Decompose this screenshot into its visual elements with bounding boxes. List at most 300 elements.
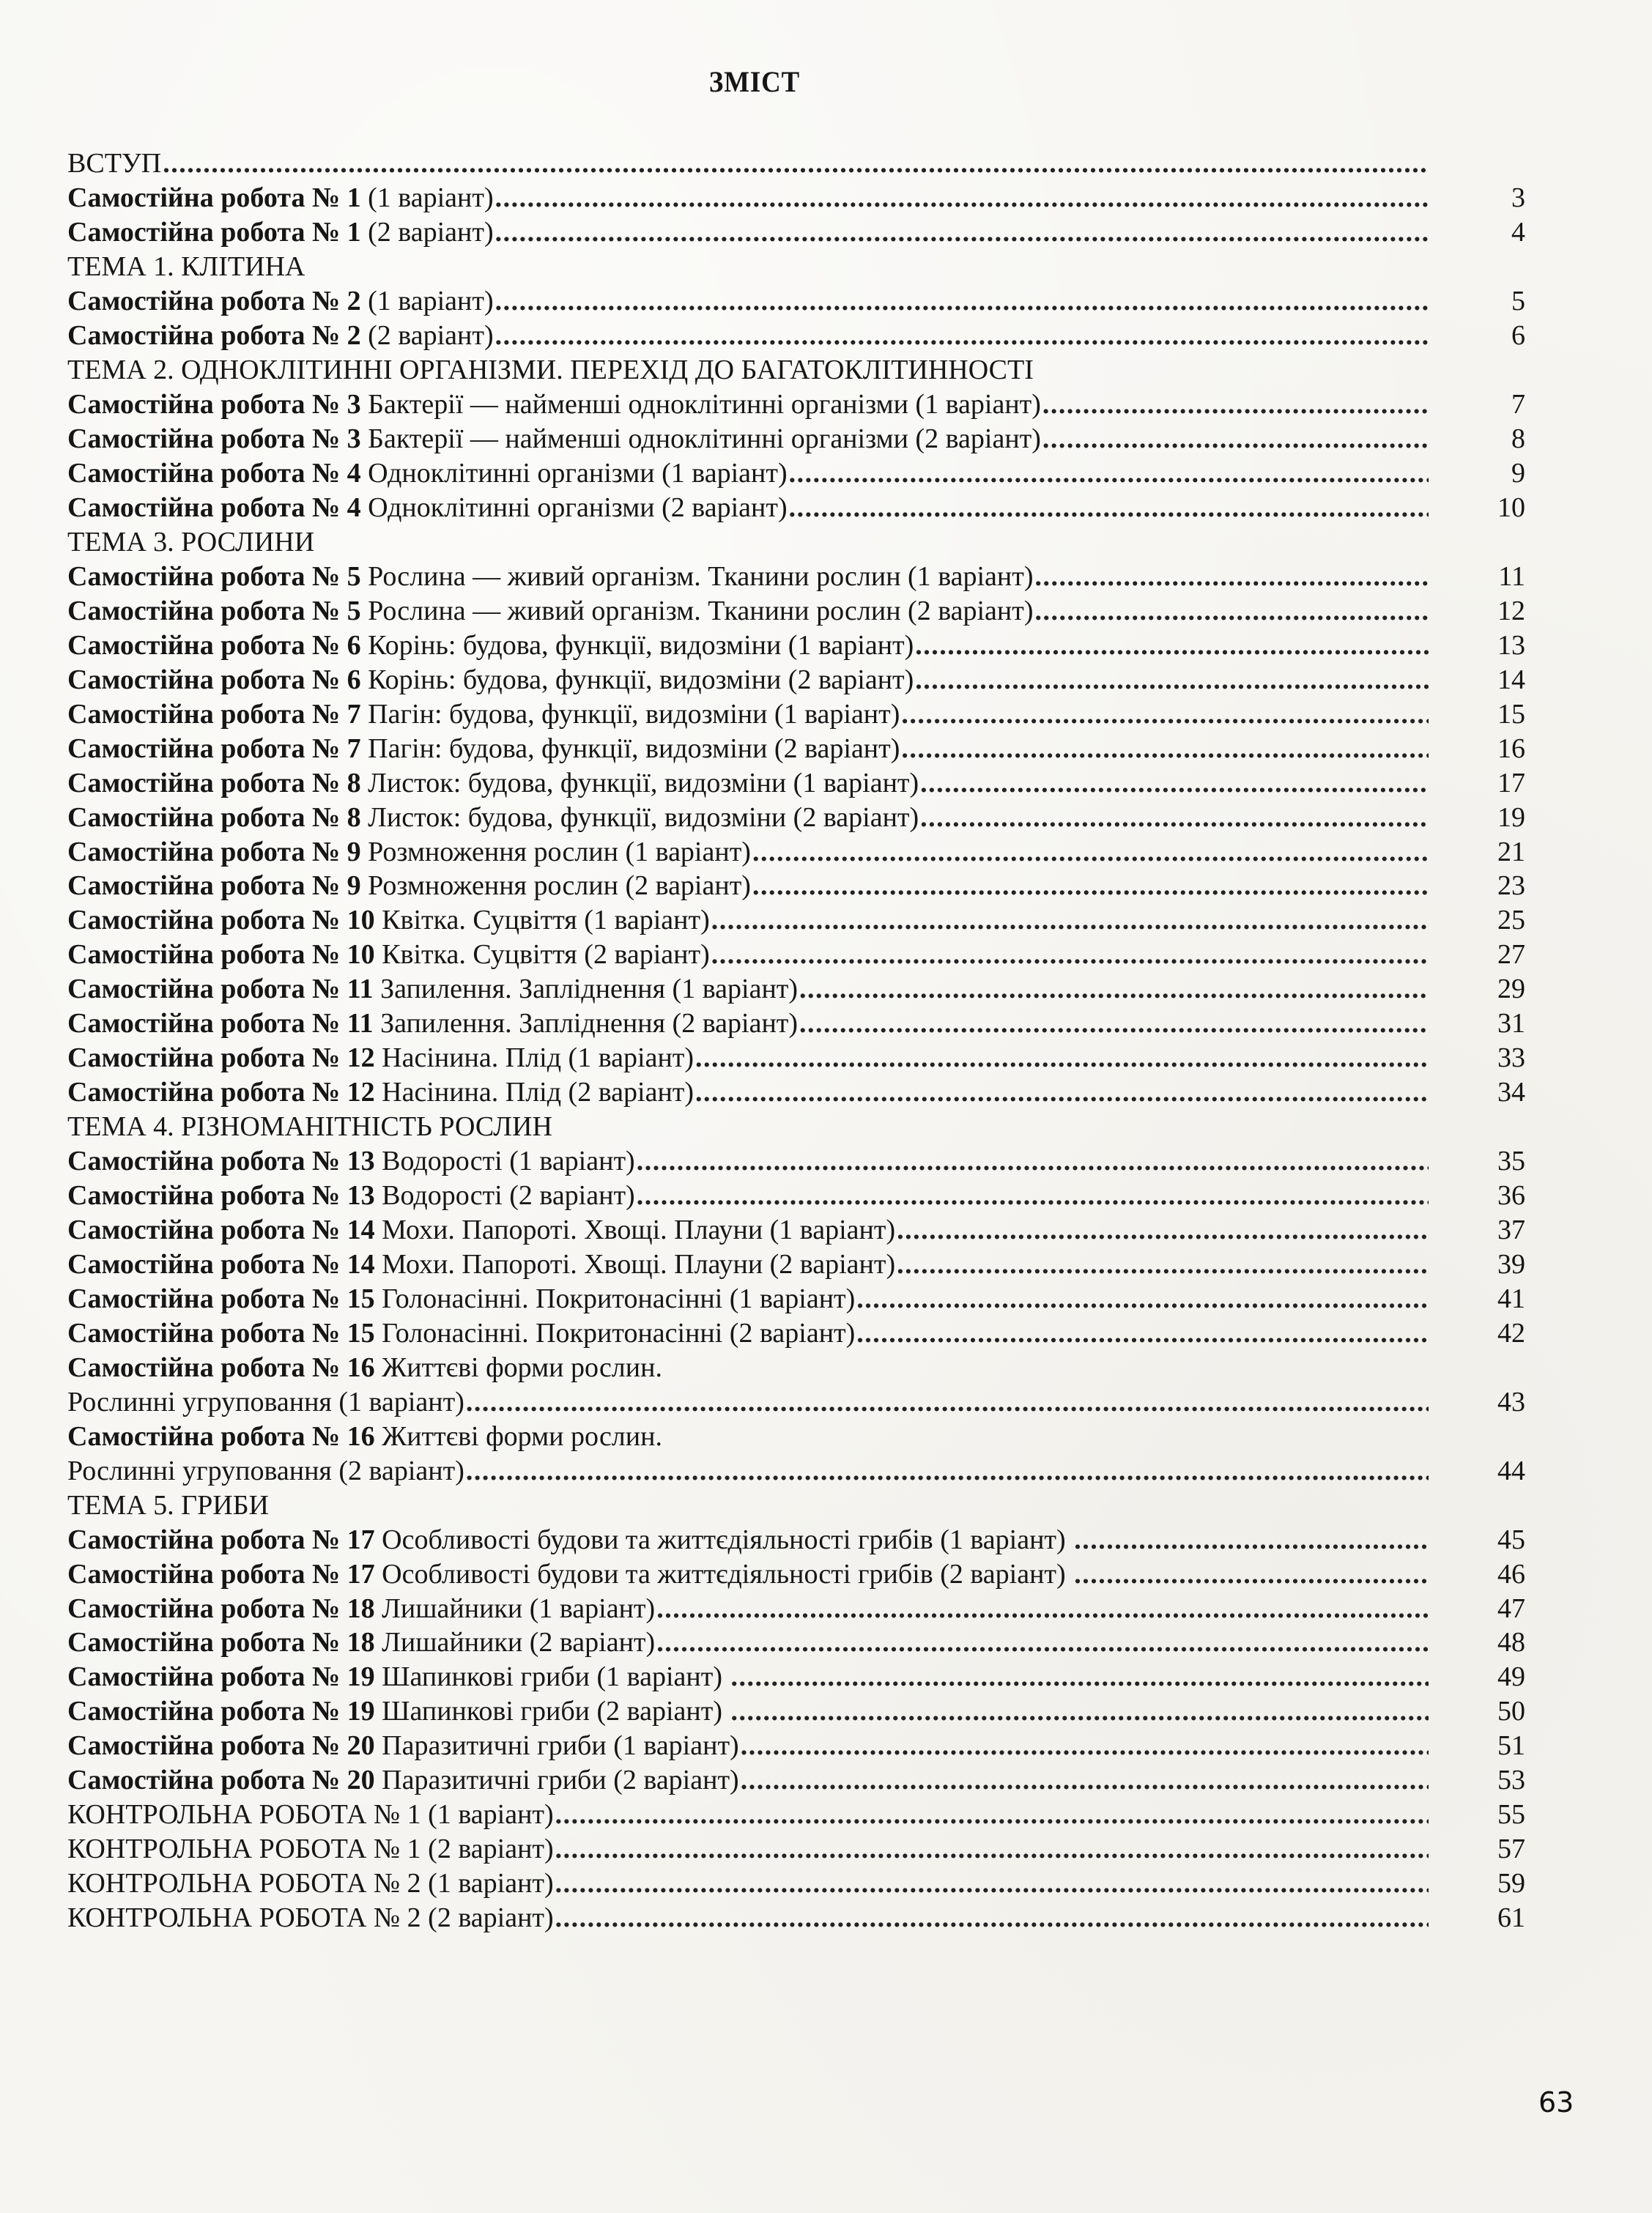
toc-item-label — [67, 1179, 635, 1212]
work-number-label: Самостійна робота № 18 — [67, 1627, 375, 1658]
toc-item-first-line[interactable] — [67, 1419, 1525, 1453]
toc-page-number: 4 — [1511, 217, 1525, 248]
work-number-label: Самостійна робота № 4 — [67, 492, 361, 523]
dot-leader — [495, 319, 1429, 352]
work-number-label: Самостійна робота № 18 — [67, 1593, 375, 1624]
work-number-label: Самостійна робота № 2 — [67, 286, 361, 317]
toc-item-label — [67, 456, 788, 490]
toc-entry-text — [67, 1901, 1429, 1935]
toc-item[interactable] — [67, 938, 1525, 972]
toc-entry-text — [67, 766, 1429, 800]
work-number-label: Самостійна робота № 7 — [67, 698, 361, 730]
toc-item[interactable] — [67, 593, 1525, 628]
toc-item[interactable] — [67, 1316, 1525, 1350]
work-topic-label: Водорості (2 варіант) — [374, 1180, 635, 1212]
toc-page-number: 57 — [1497, 1834, 1525, 1865]
dot-leader — [466, 1385, 1429, 1419]
toc-page-number: 27 — [1497, 939, 1525, 971]
dot-leader — [555, 1832, 1429, 1866]
work-topic-label: Лишайники (1 варіант) — [374, 1593, 656, 1624]
toc-item[interactable] — [67, 284, 1525, 319]
work-topic-label: (1 варіант) — [360, 182, 494, 214]
toc-item[interactable] — [67, 1626, 1525, 1660]
toc-entry-text — [67, 1694, 1429, 1728]
toc-item-label — [67, 972, 798, 1006]
toc-item-label — [67, 594, 1034, 628]
toc-item-label: КОНТРОЛЬНА РОБОТА № 1 (1 варіант) — [67, 1799, 554, 1831]
toc-page-number: 45 — [1497, 1524, 1525, 1555]
toc-entry-text — [67, 1282, 1429, 1316]
dot-leader — [466, 1454, 1429, 1488]
dot-leader — [555, 1867, 1429, 1900]
toc-item-label — [67, 732, 900, 766]
toc-item[interactable] — [67, 731, 1525, 766]
toc-entry-text — [67, 147, 1429, 180]
toc-page-number: 19 — [1497, 801, 1525, 833]
toc-page-number: 8 — [1511, 423, 1525, 455]
toc-entry-text — [67, 1041, 1429, 1075]
toc-entry-text — [67, 284, 1429, 318]
work-number-label: Самостійна робота № 1 — [67, 217, 361, 248]
section-heading-label: ТЕМА 3. РОСЛИНИ — [67, 526, 315, 557]
toc-item[interactable] — [67, 1694, 1525, 1729]
toc-item[interactable] — [67, 834, 1525, 869]
work-number-label: Самостійна робота № 15 — [67, 1283, 375, 1314]
toc-entry-text — [67, 972, 1429, 1006]
page-number: 63 — [1538, 2086, 1574, 2119]
toc-entry-text — [67, 835, 1429, 869]
toc-entry-text — [67, 801, 1429, 834]
toc-entry-text — [67, 1798, 1429, 1831]
toc-entry-text — [67, 181, 1429, 215]
toc-item-first-line[interactable] — [67, 1350, 1525, 1384]
toc-page-number: 47 — [1497, 1593, 1525, 1624]
dot-leader — [656, 1626, 1429, 1659]
toc-page-number: 21 — [1497, 836, 1525, 867]
section-heading-label: ТЕМА 2. ОДНОКЛІТИННІ ОРГАНІЗМИ. ПЕРЕХІД ДО БАГАТОКЛІТИННОСТІ — [67, 355, 1034, 386]
toc-item-label: КОНТРОЛЬНА РОБОТА № 2 (2 варіант) — [67, 1902, 554, 1934]
work-topic-label: Водорості (1 варіант) — [374, 1146, 635, 1177]
toc-entry-text — [67, 319, 1429, 352]
work-topic-label: Квітка. Суцвіття (1 варіант) — [374, 905, 710, 936]
toc-item-label — [67, 801, 919, 834]
dot-leader — [1042, 422, 1429, 456]
toc-item-label — [67, 903, 710, 937]
toc-entry-text — [67, 1557, 1429, 1591]
toc-item-label — [67, 560, 1034, 593]
dot-leader — [856, 1282, 1429, 1316]
toc-item[interactable] — [67, 697, 1525, 731]
work-topic-label: Одноклітинні організми (1 варіант) — [360, 458, 788, 489]
toc-item[interactable] — [67, 422, 1525, 456]
work-topic-label: Паразитичні гриби (2 варіант) — [374, 1765, 739, 1796]
work-number-label: Самостійна робота № 12 — [67, 1042, 375, 1074]
toc-item[interactable] — [67, 662, 1525, 697]
work-number-label: Самостійна робота № 11 — [67, 1008, 374, 1039]
dot-leader — [741, 1763, 1429, 1797]
toc-section-heading — [67, 524, 1525, 559]
toc-item-label — [67, 663, 914, 697]
toc-entry-text — [67, 1867, 1429, 1900]
work-number-label: Самостійна робота № 9 — [67, 836, 361, 867]
toc-page-number: 23 — [1497, 870, 1525, 902]
toc-entry-text — [67, 1592, 1429, 1626]
toc-entry-text — [67, 1248, 1429, 1281]
page-title: ЗМІСТ — [708, 65, 801, 98]
toc-item-label — [67, 215, 494, 249]
toc-item[interactable] — [67, 800, 1525, 834]
toc-page-number: 3 — [1511, 182, 1525, 214]
work-number-label: Самостійна робота № 11 — [67, 974, 374, 1005]
work-topic-label: Рослина — живий організм. Тканини рослин (2 варіант) — [360, 595, 1034, 626]
toc-entry-text — [67, 1420, 1429, 1453]
toc-page-number: 36 — [1497, 1180, 1525, 1212]
work-topic-label: Мохи. Папороті. Хвощі. Плауни (1 варіант) — [374, 1215, 896, 1246]
toc-item-continuation[interactable] — [67, 1384, 1525, 1419]
toc-page-number: 14 — [1497, 664, 1525, 695]
toc-item-label — [67, 766, 919, 800]
toc-item-label — [67, 1420, 662, 1453]
work-number-label: Самостійна робота № 13 — [67, 1180, 375, 1212]
dot-leader — [799, 972, 1429, 1006]
work-topic-label: Лишайники (2 варіант) — [374, 1627, 656, 1658]
toc-item-label — [67, 284, 494, 318]
toc-item[interactable] — [67, 319, 1525, 353]
work-topic-label: Листок: будова, функції, видозміни (2 варіант) — [360, 801, 919, 833]
toc-item[interactable] — [67, 1763, 1525, 1798]
work-number-label: Самостійна робота № 10 — [67, 905, 375, 936]
toc-item-control-work[interactable] — [67, 1867, 1525, 1901]
toc-item-label — [67, 1729, 739, 1762]
toc-item-continuation[interactable] — [67, 1453, 1525, 1488]
toc-page-number: 46 — [1497, 1558, 1525, 1590]
dot-leader — [637, 1179, 1429, 1212]
section-heading-label: ТЕМА 4. РІЗНОМАНІТНІСТЬ РОСЛИН — [67, 1111, 552, 1143]
work-number-label: Самостійна робота № 6 — [67, 664, 361, 695]
toc-item-label — [67, 629, 914, 662]
dot-leader — [637, 1144, 1429, 1178]
work-topic-label: Пагін: будова, функції, видозміни (2 варіант) — [360, 733, 900, 764]
toc-page-number: 11 — [1498, 560, 1525, 592]
toc-item-label — [67, 1351, 662, 1384]
toc-page-number: 15 — [1497, 698, 1525, 730]
toc-item[interactable] — [67, 181, 1525, 215]
work-topic-label: Життєві форми рослин. — [374, 1420, 662, 1452]
toc-section-heading — [67, 1110, 1525, 1144]
dot-leader — [901, 697, 1429, 731]
toc-entry-text — [67, 1626, 1429, 1659]
dot-leader — [901, 732, 1429, 766]
dot-leader — [1074, 1523, 1429, 1557]
dot-leader — [1074, 1557, 1429, 1591]
toc-entry-text — [67, 388, 1429, 421]
dot-leader — [656, 1592, 1429, 1626]
toc-entry-text — [67, 1351, 1429, 1384]
toc-item-intro[interactable] — [67, 147, 1525, 181]
work-topic-label: Життєві форми рослин. — [374, 1352, 662, 1383]
dot-leader — [897, 1248, 1429, 1281]
work-topic-label: Запилення. Запліднення (2 варіант) — [373, 1008, 799, 1039]
toc-page-number: 12 — [1497, 595, 1525, 626]
toc-entry-text — [67, 903, 1429, 937]
toc-entry-text — [67, 1213, 1429, 1247]
toc-page-number: 13 — [1497, 629, 1525, 661]
toc-entry-text — [67, 1385, 1429, 1419]
dot-leader — [915, 663, 1429, 697]
toc-item[interactable] — [67, 1179, 1525, 1213]
dot-leader — [711, 938, 1429, 971]
toc-item-label — [67, 1213, 895, 1247]
dot-leader — [789, 456, 1429, 490]
work-topic-label: Бактерії — найменші одноклітинні організми (1 варіант) — [360, 389, 1041, 420]
toc-entry-text — [67, 1007, 1429, 1040]
work-number-label: Самостійна робота № 15 — [67, 1317, 375, 1349]
work-topic-label: Пагін: будова, функції, видозміни (1 варіант) — [360, 698, 900, 730]
dot-leader — [1035, 560, 1429, 593]
work-number-label: Самостійна робота № 20 — [67, 1730, 375, 1762]
work-number-label: Самостійна робота № 16 — [67, 1352, 375, 1383]
toc-item[interactable] — [67, 1281, 1525, 1316]
toc-item[interactable] — [67, 766, 1525, 800]
toc-entry-text — [67, 491, 1429, 524]
toc-entry-text — [67, 250, 305, 283]
toc-entry-text — [67, 697, 1429, 731]
toc-item-label — [67, 1694, 729, 1728]
work-topic-label: Корінь: будова, функції, видозміни (2 варіант) — [360, 664, 914, 695]
work-number-label: Самостійна робота № 8 — [67, 767, 361, 798]
toc-item[interactable] — [67, 628, 1525, 662]
toc-page-number: 7 — [1511, 389, 1525, 420]
toc-item[interactable] — [67, 456, 1525, 491]
dot-leader — [695, 1041, 1429, 1075]
toc-item[interactable] — [67, 1591, 1525, 1626]
work-topic-label: Мохи. Папороті. Хвощі. Плауни (2 варіант) — [374, 1248, 896, 1280]
toc-item[interactable] — [67, 972, 1525, 1007]
work-number-label: Самостійна робота № 14 — [67, 1248, 375, 1280]
work-number-label: Самостійна робота № 20 — [67, 1765, 375, 1796]
toc-item[interactable] — [67, 1660, 1525, 1694]
toc-entry-text — [67, 1489, 269, 1522]
work-topic-label: Корінь: будова, функції, видозміни (1 варіант) — [360, 629, 914, 661]
toc-item[interactable] — [67, 1557, 1525, 1591]
toc-item[interactable] — [67, 869, 1525, 903]
toc-item-label: КОНТРОЛЬНА РОБОТА № 2 (1 варіант) — [67, 1868, 554, 1899]
toc-item-control-work[interactable] — [67, 1832, 1525, 1867]
toc-page-number: 49 — [1497, 1661, 1525, 1693]
toc-item-label — [67, 1007, 798, 1040]
work-number-label: Самостійна робота № 1 — [67, 182, 361, 214]
work-topic-label: Голонасінні. Покритонасінні (2 варіант) — [374, 1317, 856, 1349]
toc-page-number: 35 — [1497, 1146, 1525, 1177]
toc-page-number: 6 — [1511, 320, 1525, 352]
work-topic-label: Квітка. Суцвіття (2 варіант) — [374, 939, 710, 971]
work-number-label: Самостійна робота № 17 — [67, 1558, 375, 1590]
toc-section-heading — [67, 353, 1525, 388]
work-number-label: Самостійна робота № 8 — [67, 801, 361, 833]
toc-item[interactable] — [67, 903, 1525, 938]
toc-page-number: 50 — [1497, 1696, 1525, 1727]
toc-entry-text — [67, 1729, 1429, 1762]
toc-item-label — [67, 835, 751, 869]
dot-leader — [555, 1798, 1429, 1831]
section-heading-label: ТЕМА 1. КЛІТИНА — [67, 251, 305, 283]
work-number-label: Самостійна робота № 6 — [67, 629, 361, 661]
work-topic-label: Запилення. Запліднення (1 варіант) — [373, 974, 799, 1005]
work-number-label: Самостійна робота № 13 — [67, 1146, 375, 1177]
toc-item-label — [67, 697, 900, 731]
toc-entry-text — [67, 1660, 1429, 1694]
work-topic-label: Насінина. Плід (1 варіант) — [374, 1042, 694, 1074]
dot-leader — [555, 1901, 1429, 1935]
toc-entry-text — [67, 456, 1429, 490]
toc-entry-text — [67, 732, 1429, 766]
toc-item[interactable] — [67, 1075, 1525, 1110]
toc-item[interactable] — [67, 1729, 1525, 1763]
toc-item-label — [67, 1523, 1073, 1557]
toc-item[interactable] — [67, 491, 1525, 525]
toc-entry-text — [67, 353, 1034, 387]
toc-item[interactable] — [67, 1522, 1525, 1557]
work-number-label: Самостійна робота № 10 — [67, 939, 375, 971]
work-topic-label: Шапинкові гриби (1 варіант) — [374, 1661, 730, 1693]
work-topic-label: Голонасінні. Покритонасінні (1 варіант) — [374, 1283, 856, 1314]
work-number-label: Самостійна робота № 16 — [67, 1420, 375, 1452]
dot-leader — [856, 1316, 1429, 1350]
work-topic-label: Насінина. Плід (2 варіант) — [374, 1077, 694, 1108]
work-number-label: Самостійна робота № 3 — [67, 423, 361, 455]
work-topic-label: Бактерії — найменші одноклітинні організми (2 варіант) — [360, 423, 1041, 455]
toc-page-number: 10 — [1497, 492, 1525, 523]
toc-item-label: Рослинні угруповання (2 варіант) — [67, 1455, 464, 1486]
dot-leader — [920, 766, 1429, 800]
toc-item-label — [67, 1763, 739, 1797]
toc-item-label — [67, 181, 494, 215]
dot-leader — [741, 1729, 1429, 1762]
toc-page-number: 25 — [1497, 905, 1525, 936]
work-topic-label: Особливості будови та життєдіяльності грибів (1 варіант) — [374, 1524, 1073, 1555]
work-number-label: Самостійна робота № 12 — [67, 1077, 375, 1108]
toc-item-label — [67, 1316, 855, 1350]
toc-page-number: 37 — [1497, 1215, 1525, 1246]
toc-page-number: 31 — [1497, 1008, 1525, 1039]
toc-section-heading — [67, 1488, 1525, 1522]
toc-item-label — [67, 1557, 1073, 1591]
toc-page-number: 51 — [1497, 1730, 1525, 1762]
toc-item-control-work[interactable] — [67, 1798, 1525, 1832]
work-number-label: Самостійна робота № 3 — [67, 389, 361, 420]
work-number-label: Самостійна робота № 9 — [67, 870, 361, 902]
toc-entry-text — [67, 215, 1429, 249]
work-topic-label: (1 варіант) — [360, 286, 494, 317]
work-number-label: Самостійна робота № 14 — [67, 1215, 375, 1246]
toc-item-label — [67, 1144, 635, 1178]
work-topic-label: Рослина — живий організм. Тканини рослин (1 варіант) — [360, 560, 1034, 592]
work-topic-label: Розмноження рослин (2 варіант) — [360, 870, 751, 902]
toc-item-label — [67, 1248, 895, 1281]
work-topic-label: Паразитичні гриби (1 варіант) — [374, 1730, 739, 1762]
toc-item[interactable] — [67, 388, 1525, 422]
toc-entry-text — [67, 594, 1429, 628]
toc-item-label — [67, 319, 494, 352]
work-number-label: Самостійна робота № 19 — [67, 1661, 375, 1693]
dot-leader — [1042, 388, 1429, 421]
toc-item-label: ВСТУП — [67, 148, 162, 179]
work-number-label: Самостійна робота № 19 — [67, 1696, 375, 1727]
dot-leader — [695, 1075, 1429, 1109]
dot-leader — [1035, 594, 1429, 628]
toc-entry-text — [67, 1144, 1429, 1178]
toc-item-label — [67, 869, 751, 902]
toc-item-label: КОНТРОЛЬНА РОБОТА № 1 (2 варіант) — [67, 1834, 554, 1865]
section-heading-label: ТЕМА 5. ГРИБИ — [67, 1489, 269, 1521]
toc-item-label — [67, 938, 710, 971]
toc-item[interactable] — [67, 559, 1525, 593]
dot-leader — [730, 1694, 1429, 1728]
toc-page-number: 16 — [1497, 733, 1525, 764]
toc-entry-text — [67, 1523, 1429, 1557]
toc-item[interactable] — [67, 1007, 1525, 1041]
work-topic-label: Шапинкові гриби (2 варіант) — [374, 1696, 730, 1727]
dot-leader — [163, 147, 1429, 180]
work-topic-label: Листок: будова, функції, видозміни (1 варіант) — [360, 767, 919, 798]
dot-leader — [711, 903, 1429, 937]
work-number-label: Самостійна робота № 17 — [67, 1524, 375, 1555]
toc-page-number: 17 — [1497, 767, 1525, 798]
dot-leader — [799, 1007, 1429, 1040]
toc-entry-text — [67, 1075, 1429, 1109]
toc-item[interactable] — [67, 215, 1525, 250]
work-number-label: Самостійна робота № 2 — [67, 320, 361, 352]
toc-item-label: Рослинні угруповання (1 варіант) — [67, 1386, 464, 1417]
toc-item[interactable] — [67, 1041, 1525, 1075]
toc-page-number: 48 — [1497, 1627, 1525, 1658]
toc-item[interactable] — [67, 1213, 1525, 1248]
toc-item-label — [67, 1041, 694, 1075]
dot-leader — [495, 215, 1429, 249]
dot-leader — [752, 869, 1429, 902]
work-topic-label: (2 варіант) — [360, 217, 494, 248]
dot-leader — [897, 1213, 1429, 1247]
toc-item-control-work[interactable] — [67, 1901, 1525, 1935]
toc-page-number: 29 — [1497, 974, 1525, 1005]
toc-item-label — [67, 1660, 729, 1694]
work-number-label: Самостійна робота № 5 — [67, 560, 361, 592]
toc-page-number: 39 — [1497, 1248, 1525, 1280]
dot-leader — [730, 1660, 1429, 1694]
toc-item-label — [67, 422, 1041, 456]
toc-page-number: 43 — [1497, 1386, 1525, 1417]
dot-leader — [752, 835, 1429, 869]
toc-entry-text — [67, 525, 314, 559]
toc-item-label — [67, 491, 788, 524]
toc-entry-text — [67, 869, 1429, 902]
work-topic-label: (2 варіант) — [360, 320, 494, 352]
toc-entry-text — [67, 1832, 1429, 1866]
toc-item[interactable] — [67, 1248, 1525, 1282]
toc-entry-text — [67, 1179, 1429, 1212]
toc-entry-text — [67, 1316, 1429, 1350]
toc-item[interactable] — [67, 1144, 1525, 1179]
work-topic-label: Одноклітинні організми (2 варіант) — [360, 492, 788, 523]
toc-page-number: 41 — [1497, 1283, 1525, 1314]
toc-page-number: 61 — [1497, 1902, 1525, 1934]
toc-page-number: 5 — [1511, 286, 1525, 317]
toc-page-number: 44 — [1497, 1455, 1525, 1486]
dot-leader — [789, 491, 1429, 524]
work-topic-label: Особливості будови та життєдіяльності грибів (2 варіант) — [374, 1558, 1073, 1590]
toc-page-number: 55 — [1497, 1799, 1525, 1831]
toc-entry-text — [67, 560, 1429, 593]
